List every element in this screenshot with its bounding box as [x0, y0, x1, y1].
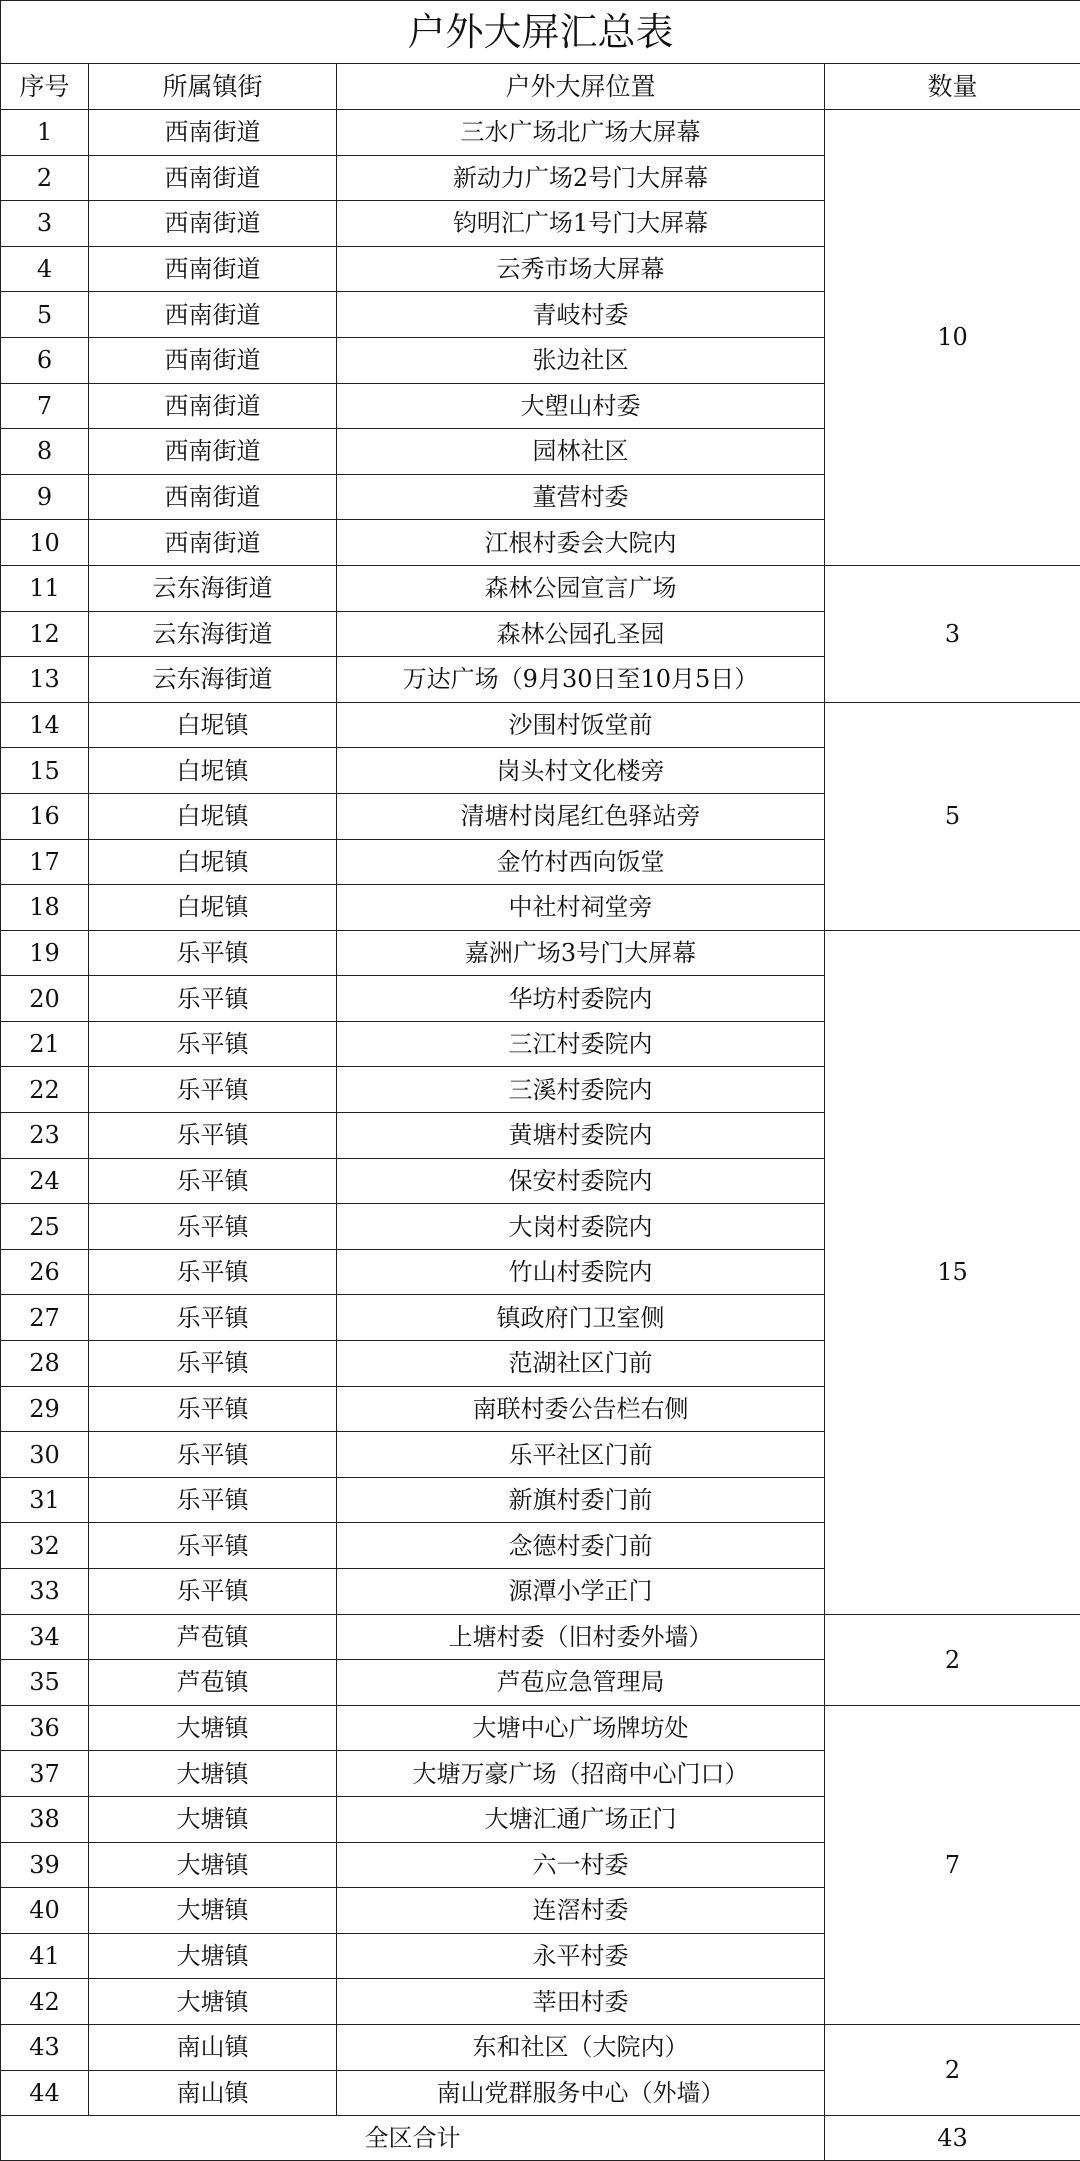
row-index: 44 [1, 2070, 89, 2116]
row-index: 25 [1, 1204, 89, 1250]
row-town: 大塘镇 [89, 1796, 337, 1842]
row-location: 森林公园孔圣园 [337, 611, 825, 657]
row-town: 乐平镇 [89, 1067, 337, 1113]
row-location: 竹山村委院内 [337, 1249, 825, 1295]
row-town: 西南街道 [89, 292, 337, 338]
row-location: 华坊村委院内 [337, 976, 825, 1022]
row-town: 芦苞镇 [89, 1660, 337, 1706]
row-town: 乐平镇 [89, 1249, 337, 1295]
row-location: 大塘万豪广场（招商中心门口） [337, 1751, 825, 1797]
header-index: 序号 [1, 64, 89, 110]
row-index: 21 [1, 1021, 89, 1067]
row-location: 万达广场（9月30日至10月5日） [337, 657, 825, 703]
row-location: 岗头村文化楼旁 [337, 748, 825, 794]
row-index: 34 [1, 1614, 89, 1660]
table-row [1, 2024, 1080, 2070]
group-count: 3 [825, 565, 1080, 702]
row-town: 西南街道 [89, 429, 337, 475]
row-location: 永平村委 [337, 1933, 825, 1979]
row-index: 35 [1, 1660, 89, 1706]
row-location: 大塱山村委 [337, 383, 825, 429]
row-town: 西南街道 [89, 337, 337, 383]
row-index: 16 [1, 793, 89, 839]
row-index: 9 [1, 474, 89, 520]
row-index: 43 [1, 2024, 89, 2070]
row-location: 六一村委 [337, 1842, 825, 1888]
row-town: 西南街道 [89, 201, 337, 247]
header-count: 数量 [825, 64, 1080, 110]
row-town: 芦苞镇 [89, 1614, 337, 1660]
row-town: 乐平镇 [89, 1113, 337, 1159]
row-index: 5 [1, 292, 89, 338]
row-index: 29 [1, 1386, 89, 1432]
row-town: 白坭镇 [89, 748, 337, 794]
row-index: 7 [1, 383, 89, 429]
row-town: 乐平镇 [89, 1021, 337, 1067]
row-index: 31 [1, 1477, 89, 1523]
row-location: 乐平社区门前 [337, 1432, 825, 1478]
row-index: 6 [1, 337, 89, 383]
row-location: 源潭小学正门 [337, 1569, 825, 1615]
row-location: 南联村委公告栏右侧 [337, 1386, 825, 1432]
row-index: 2 [1, 155, 89, 201]
row-location: 大塘中心广场牌坊处 [337, 1705, 825, 1751]
group-count: 15 [825, 930, 1080, 1614]
row-location: 大塘汇通广场正门 [337, 1796, 825, 1842]
row-index: 1 [1, 110, 89, 156]
header-town: 所属镇街 [89, 64, 337, 110]
row-town: 云东海街道 [89, 657, 337, 703]
row-index: 23 [1, 1113, 89, 1159]
total-label: 全区合计 [1, 2116, 825, 2161]
table-row [1, 110, 1080, 156]
row-index: 17 [1, 839, 89, 885]
row-index: 41 [1, 1933, 89, 1979]
row-index: 15 [1, 748, 89, 794]
row-location: 新动力广场2号门大屏幕 [337, 155, 825, 201]
row-index: 32 [1, 1523, 89, 1569]
table-row [1, 702, 1080, 748]
row-index: 10 [1, 520, 89, 566]
row-town: 大塘镇 [89, 1979, 337, 2025]
row-location: 莘田村委 [337, 1979, 825, 2025]
row-location: 董营村委 [337, 474, 825, 520]
row-location: 黄塘村委院内 [337, 1113, 825, 1159]
row-town: 乐平镇 [89, 1204, 337, 1250]
row-index: 3 [1, 201, 89, 247]
row-town: 西南街道 [89, 246, 337, 292]
row-index: 26 [1, 1249, 89, 1295]
group-count: 7 [825, 1705, 1080, 2024]
row-index: 33 [1, 1569, 89, 1615]
row-location: 南山党群服务中心（外墙） [337, 2070, 825, 2116]
row-index: 13 [1, 657, 89, 703]
row-town: 乐平镇 [89, 1432, 337, 1478]
row-location: 新旗村委门前 [337, 1477, 825, 1523]
row-town: 西南街道 [89, 520, 337, 566]
row-location: 保安村委院内 [337, 1158, 825, 1204]
row-town: 大塘镇 [89, 1888, 337, 1934]
row-index: 20 [1, 976, 89, 1022]
row-town: 西南街道 [89, 110, 337, 156]
row-location: 范湖社区门前 [337, 1341, 825, 1387]
row-town: 大塘镇 [89, 1842, 337, 1888]
row-location: 青岐村委 [337, 292, 825, 338]
row-index: 18 [1, 885, 89, 931]
row-town: 云东海街道 [89, 611, 337, 657]
total-row [1, 2116, 1080, 2161]
row-town: 西南街道 [89, 155, 337, 201]
table-row [1, 930, 1080, 976]
row-town: 西南街道 [89, 383, 337, 429]
row-town: 大塘镇 [89, 1751, 337, 1797]
group-count: 10 [825, 110, 1080, 566]
row-location: 镇政府门卫室侧 [337, 1295, 825, 1341]
group-count: 2 [825, 2024, 1080, 2115]
row-town: 云东海街道 [89, 565, 337, 611]
row-location: 连滘村委 [337, 1888, 825, 1934]
group-count: 2 [825, 1614, 1080, 1705]
row-index: 22 [1, 1067, 89, 1113]
row-location: 东和社区（大院内） [337, 2024, 825, 2070]
row-town: 乐平镇 [89, 1477, 337, 1523]
row-location: 森林公园宣言广场 [337, 565, 825, 611]
row-town: 乐平镇 [89, 976, 337, 1022]
row-town: 白坭镇 [89, 839, 337, 885]
row-index: 27 [1, 1295, 89, 1341]
table-row [1, 1705, 1080, 1751]
row-location: 三水广场北广场大屏幕 [337, 110, 825, 156]
row-town: 乐平镇 [89, 930, 337, 976]
row-index: 42 [1, 1979, 89, 2025]
row-index: 11 [1, 565, 89, 611]
row-index: 40 [1, 1888, 89, 1934]
row-location: 上塘村委（旧村委外墙） [337, 1614, 825, 1660]
row-location: 三江村委院内 [337, 1021, 825, 1067]
row-location: 金竹村西向饭堂 [337, 839, 825, 885]
row-town: 乐平镇 [89, 1569, 337, 1615]
row-town: 乐平镇 [89, 1158, 337, 1204]
row-town: 西南街道 [89, 474, 337, 520]
row-index: 30 [1, 1432, 89, 1478]
row-index: 24 [1, 1158, 89, 1204]
row-location: 园林社区 [337, 429, 825, 475]
row-town: 白坭镇 [89, 702, 337, 748]
row-location: 嘉洲广场3号门大屏幕 [337, 930, 825, 976]
row-town: 南山镇 [89, 2024, 337, 2070]
row-index: 38 [1, 1796, 89, 1842]
row-location: 念德村委门前 [337, 1523, 825, 1569]
row-town: 南山镇 [89, 2070, 337, 2116]
row-index: 4 [1, 246, 89, 292]
row-location: 钧明汇广场1号门大屏幕 [337, 201, 825, 247]
row-index: 12 [1, 611, 89, 657]
row-index: 8 [1, 429, 89, 475]
row-index: 39 [1, 1842, 89, 1888]
row-location: 沙围村饭堂前 [337, 702, 825, 748]
row-index: 14 [1, 702, 89, 748]
row-town: 大塘镇 [89, 1705, 337, 1751]
row-town: 乐平镇 [89, 1386, 337, 1432]
row-town: 大塘镇 [89, 1933, 337, 1979]
row-location: 云秀市场大屏幕 [337, 246, 825, 292]
row-town: 乐平镇 [89, 1523, 337, 1569]
row-index: 28 [1, 1341, 89, 1387]
group-count: 5 [825, 702, 1080, 930]
row-location: 三溪村委院内 [337, 1067, 825, 1113]
row-location: 中社村祠堂旁 [337, 885, 825, 931]
row-index: 19 [1, 930, 89, 976]
table-row [1, 565, 1080, 611]
header-location: 户外大屏位置 [337, 64, 825, 110]
row-index: 37 [1, 1751, 89, 1797]
row-location: 张边社区 [337, 337, 825, 383]
table-title: 户外大屏汇总表 [1, 1, 1080, 64]
table-body [1, 1, 1080, 2161]
total-value: 43 [825, 2116, 1080, 2161]
row-town: 乐平镇 [89, 1341, 337, 1387]
title-row [1, 1, 1080, 64]
row-location: 芦苞应急管理局 [337, 1660, 825, 1706]
row-location: 江根村委会大院内 [337, 520, 825, 566]
row-town: 白坭镇 [89, 885, 337, 931]
table-row [1, 1614, 1080, 1660]
row-index: 36 [1, 1705, 89, 1751]
row-town: 白坭镇 [89, 793, 337, 839]
row-location: 大岗村委院内 [337, 1204, 825, 1250]
row-town: 乐平镇 [89, 1295, 337, 1341]
header-row [1, 64, 1080, 110]
row-location: 清塘村岗尾红色驿站旁 [337, 793, 825, 839]
